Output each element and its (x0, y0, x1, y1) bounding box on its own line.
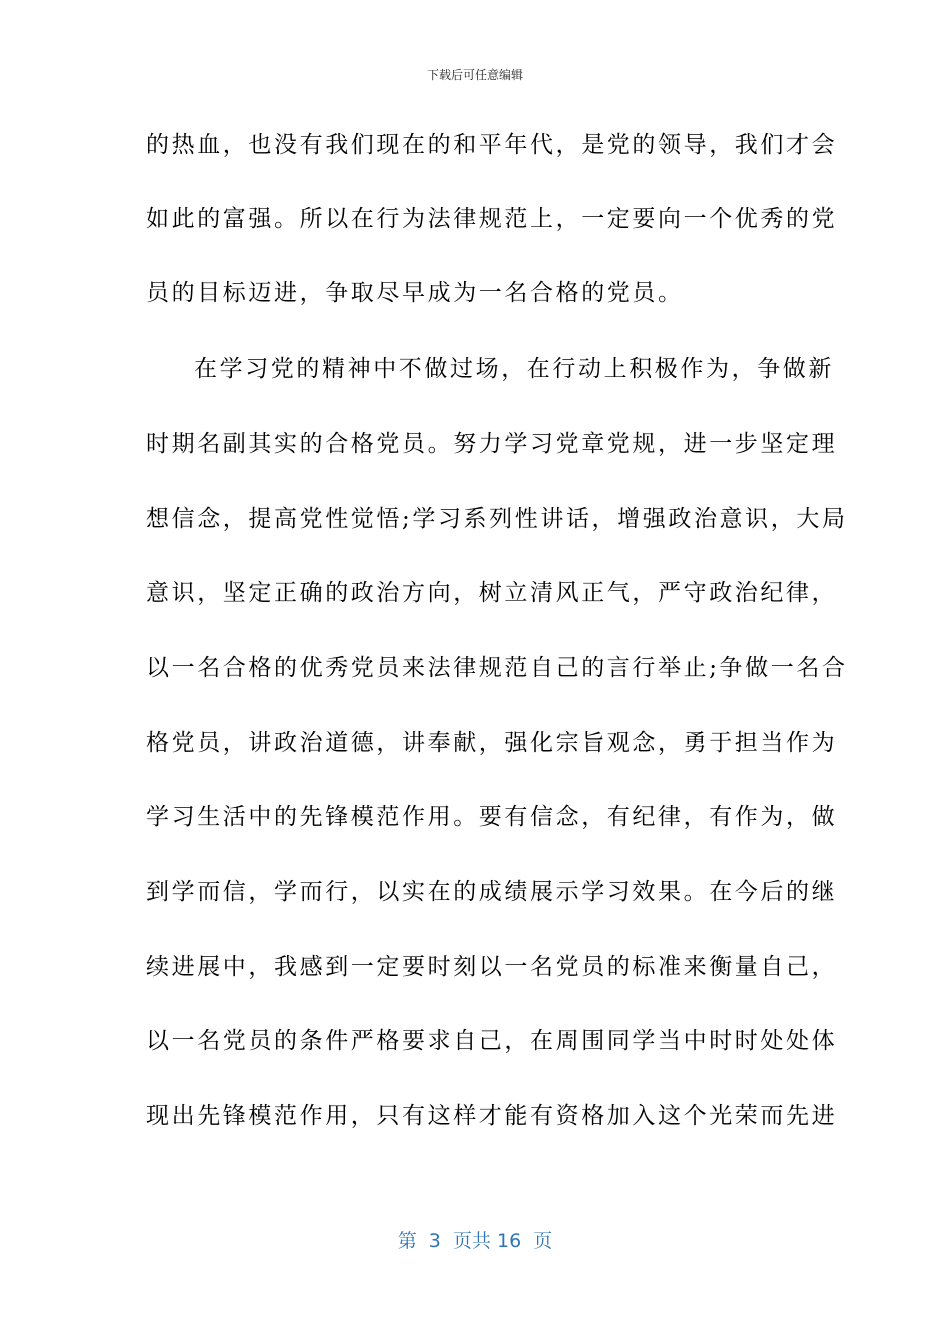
text-line: 学习生活中的先锋模范作用。要有信念，有纪律，有作为，做 (146, 804, 838, 830)
page-number-footer: 第 3 页共 16 页 (397, 1230, 553, 1252)
text-line: 意识，坚定正确的政治方向，树立清风正气，严守政治纪律， (146, 580, 838, 606)
text-line: 现出先锋模范作用，只有这样才能有资格加入这个光荣而先进 (146, 1103, 838, 1129)
page-header: 下载后可任意编辑 (426, 68, 523, 82)
paragraph-start-line: 在学习党的精神中不做过场，在行动上积极作为，争做新 (194, 356, 834, 382)
text-line: 续进展中，我感到一定要时刻以一名党员的标准来衡量自己， (146, 954, 838, 980)
text-line: 员的目标迈进，争取尽早成为一名合格的党员。 (146, 280, 684, 306)
text-line: 以一名党员的条件严格要求自己，在周围同学当中时时处处体 (146, 1028, 838, 1054)
text-line: 格党员，讲政治道德，讲奉献，强化宗旨观念，勇于担当作为 (146, 730, 838, 756)
text-line: 的热血，也没有我们现在的和平年代，是党的领导，我们才会 (146, 132, 838, 158)
text-line: 想信念，提高党性觉悟;学习系列性讲话，增强政治意识，大局 (146, 506, 848, 532)
text-line: 以一名合格的优秀党员来法律规范自己的言行举止;争做一名合 (146, 655, 848, 681)
text-line: 如此的富强。所以在行为法律规范上，一定要向一个优秀的党 (146, 206, 838, 232)
text-line: 时期名副其实的合格党员。努力学习党章党规，进一步坚定理 (146, 431, 838, 457)
text-line: 到学而信，学而行，以实在的成绩展示学习效果。在今后的继 (146, 879, 838, 905)
